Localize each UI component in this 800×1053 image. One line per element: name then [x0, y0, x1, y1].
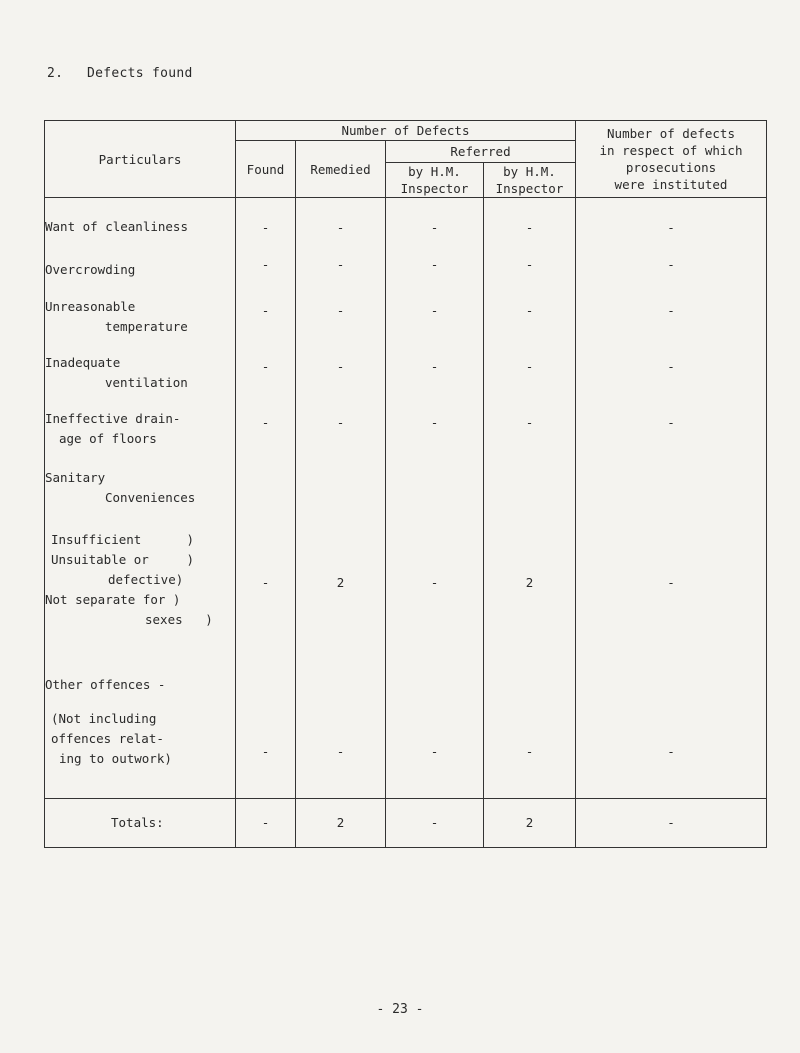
- cell-found: -: [236, 246, 296, 282]
- header-prosecutions: [576, 121, 767, 198]
- cell-referred-2: -: [484, 282, 576, 338]
- row-label-line2: temperature: [105, 319, 188, 334]
- cell-referred-2: -: [484, 394, 576, 450]
- cell-remedied: -: [296, 394, 386, 450]
- sanitary-line1: Insufficient ): [51, 532, 194, 547]
- totals-referred-1: -: [386, 798, 484, 847]
- table-row: [45, 208, 767, 246]
- row-label-other: [45, 630, 236, 798]
- cell-referred-1: -: [386, 394, 484, 450]
- row-label-line1: Ineffective drain-: [45, 411, 181, 426]
- cell-prosecutions: -: [576, 450, 767, 630]
- totals-referred-2: 2: [484, 798, 576, 847]
- sanitary-line3: defective): [108, 572, 184, 587]
- header-prosecutions-line2: in respect of which: [599, 143, 743, 158]
- cell-referred-1: -: [386, 208, 484, 246]
- section-heading: [47, 66, 193, 81]
- section-number: 2.: [47, 66, 64, 81]
- cell-prosecutions: -: [576, 338, 767, 394]
- page-number: - 23 -: [376, 1002, 424, 1017]
- cell-found: -: [236, 630, 296, 798]
- header-referred-1: [386, 163, 484, 198]
- header-referred-1-line2: Inspector: [400, 181, 469, 196]
- cell-remedied: -: [296, 338, 386, 394]
- sanitary-line2: Unsuitable or ): [51, 552, 194, 567]
- cell-referred-2: -: [484, 246, 576, 282]
- table-row: [45, 246, 767, 282]
- cell-remedied: 2: [296, 450, 386, 630]
- cell-prosecutions: -: [576, 282, 767, 338]
- totals-prosecutions: -: [576, 798, 767, 847]
- row-label-line1: Unreasonable: [45, 299, 136, 314]
- header-referred-1-line1: by H.M.: [408, 164, 461, 179]
- header-referred-2: [484, 163, 576, 198]
- row-label-line2: ventilation: [105, 375, 188, 390]
- cell-remedied: -: [296, 246, 386, 282]
- totals-remedied: 2: [296, 798, 386, 847]
- cell-referred-1: -: [386, 450, 484, 630]
- cell-remedied: -: [296, 208, 386, 246]
- header-referred: Referred: [386, 141, 576, 163]
- header-found: Found: [236, 141, 296, 198]
- header-particulars: Particulars: [45, 121, 236, 198]
- header-number-of-defects: Number of Defects: [236, 121, 576, 141]
- row-label: [45, 338, 236, 394]
- cell-found: -: [236, 338, 296, 394]
- header-prosecutions-line4: were instituted: [614, 177, 728, 192]
- cell-remedied: -: [296, 630, 386, 798]
- table-row-totals: [45, 798, 767, 847]
- cell-remedied: -: [296, 282, 386, 338]
- cell-referred-1: -: [386, 338, 484, 394]
- section-title: Defects found: [87, 66, 193, 81]
- sanitary-label-line2: Conveniences: [105, 490, 196, 505]
- sanitary-line5: sexes ): [145, 612, 213, 627]
- row-label: [45, 394, 236, 450]
- table-row-sanitary: [45, 450, 767, 630]
- cell-referred-2: -: [484, 630, 576, 798]
- cell-referred-1: -: [386, 630, 484, 798]
- cell-referred-1: -: [386, 282, 484, 338]
- row-label-line1: Overcrowding: [45, 262, 136, 277]
- cell-prosecutions: -: [576, 394, 767, 450]
- header-referred-2-line2: Inspector: [495, 181, 564, 196]
- table-row: [45, 338, 767, 394]
- other-label-line2: (Not including: [51, 710, 157, 726]
- row-label: [45, 208, 236, 246]
- totals-found: -: [236, 798, 296, 847]
- header-prosecutions-line3: prosecutions: [625, 160, 717, 175]
- row-label-sanitary: [45, 450, 236, 630]
- table-row: [45, 282, 767, 338]
- header-prosecutions-line1: Number of defects: [607, 126, 735, 141]
- totals-label: Totals:: [45, 798, 236, 847]
- sanitary-label-line1: Sanitary: [45, 470, 106, 485]
- row-label: [45, 246, 236, 282]
- cell-referred-2: -: [484, 338, 576, 394]
- other-label-line4: ing to outwork): [59, 750, 172, 766]
- cell-prosecutions: -: [576, 246, 767, 282]
- row-label: [45, 282, 236, 338]
- row-label-line2: age of floors: [59, 431, 157, 446]
- cell-found: -: [236, 208, 296, 246]
- header-remedied: Remedied: [296, 141, 386, 198]
- cell-referred-2: -: [484, 208, 576, 246]
- other-label-line3: offences relat-: [51, 730, 164, 746]
- row-label-line1: Want of cleanliness: [45, 219, 188, 234]
- cell-found: -: [236, 282, 296, 338]
- cell-referred-1: -: [386, 246, 484, 282]
- sanitary-line4: Not separate for ): [45, 592, 181, 607]
- header-referred-2-line1: by H.M.: [503, 164, 556, 179]
- cell-found: -: [236, 394, 296, 450]
- row-label-line1: Inadequate: [45, 355, 121, 370]
- other-label-line1: Other offences -: [45, 676, 166, 692]
- defects-table: [44, 120, 767, 848]
- cell-prosecutions: -: [576, 208, 767, 246]
- table-row-other: [45, 630, 767, 798]
- cell-prosecutions: -: [576, 630, 767, 798]
- cell-referred-2: 2: [484, 450, 576, 630]
- cell-found: -: [236, 450, 296, 630]
- table-row: [45, 394, 767, 450]
